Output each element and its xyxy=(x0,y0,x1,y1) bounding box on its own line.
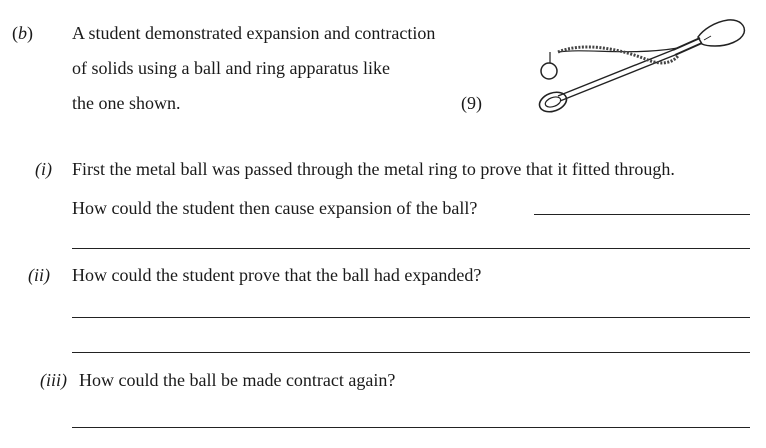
question-ii-label: (ii) xyxy=(28,265,50,285)
intro-line-1: A student demonstrated expansion and contraction xyxy=(72,23,436,43)
intro-line-3: the one shown. xyxy=(72,93,181,113)
intro-line-2: of solids using a ball and ring apparatus like xyxy=(72,58,390,78)
question-i-line-2: How could the student then cause expansion of the ball? xyxy=(72,198,478,218)
question-ii-text: How could the student prove that the ball had expanded? xyxy=(72,265,482,285)
question-iii-text: How could the ball be made contract again? xyxy=(79,370,396,390)
answer-line-ii-1[interactable] xyxy=(72,317,750,318)
answer-line-i-2[interactable] xyxy=(72,248,750,249)
question-i-label: (i) xyxy=(35,159,52,179)
answer-line-i-1[interactable] xyxy=(534,214,750,215)
question-i-line-1: First the metal ball was passed through the metal ring to prove that it fitted through. xyxy=(72,159,675,179)
ball-and-ring-apparatus-icon xyxy=(528,8,748,123)
part-label: (b) xyxy=(12,23,33,43)
question-iii-label: (iii) xyxy=(40,370,67,390)
answer-line-ii-2[interactable] xyxy=(72,352,750,353)
marks-label: (9) xyxy=(461,93,482,113)
answer-line-iii-1[interactable] xyxy=(72,427,750,428)
